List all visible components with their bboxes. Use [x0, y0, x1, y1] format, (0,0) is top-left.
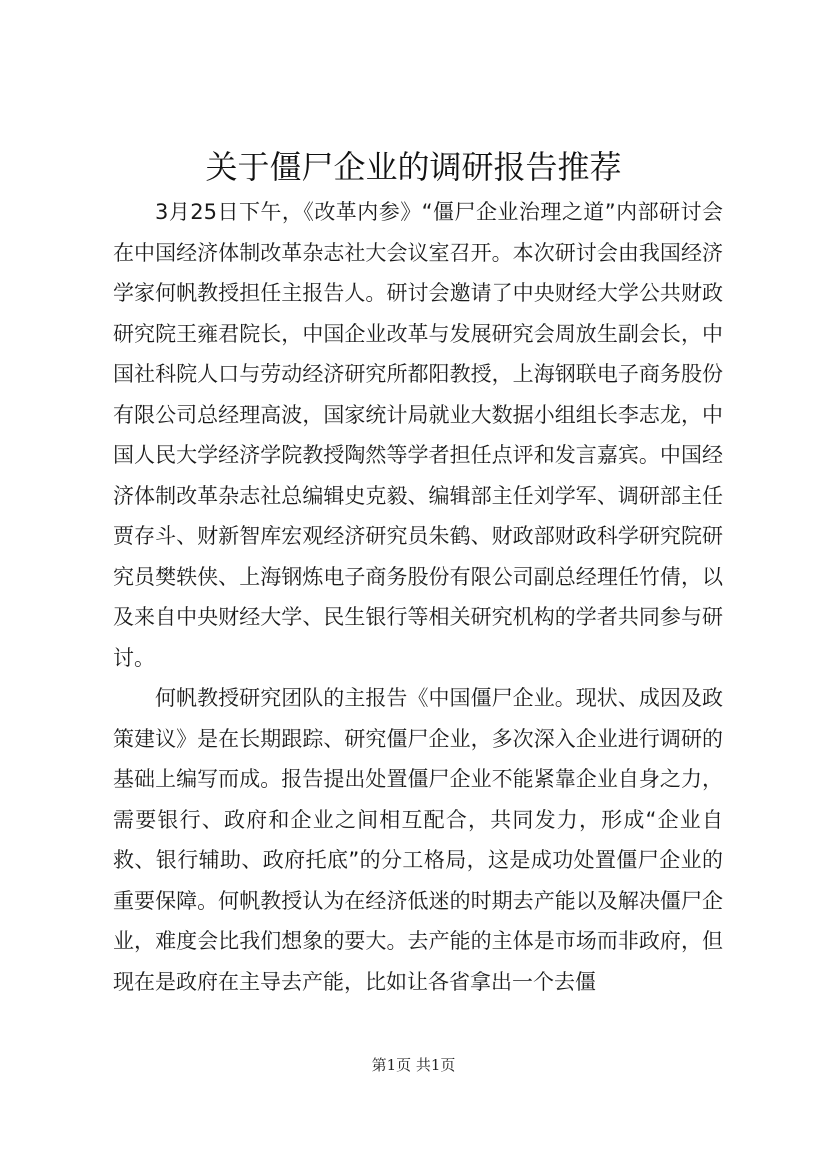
- paragraph-1: 3月25日下午，《改革内参》“僵尸企业治理之道”内部研讨会在中国经济体制改革杂志社大会议室召开。本次研讨会由我国经济学家何帆教授担任主报告人。研讨会邀请了中央财经大学公共财政研究院王雍君院长，中国企业改革与发展研究会周放生副会长，中国社科院人口与劳动经济研究所都阳教授，上海钢联电子商务股份有限公司总经理高波，国家统计局就业大数据小组组长李志龙，中国人民大学经济学院教授陶然等学者担任点评和发言嘉宾。中国经济体制改革杂志社总编辑史克毅、编辑部主任刘学军、调研部主任贾存斗、财新智库宏观经济研究员朱鹤、财政部财政科学研究院研究员樊轶侠、上海钢炼电子商务股份有限公司副总经理任竹倩，以及来自中央财经大学、民生银行等相关研究机构的学者共同参与研讨。: [113, 200, 723, 670]
- paragraph-2: 何帆教授研究团队的主报告《中国僵尸企业。现状、成因及政策建议》是在长期跟踪、研究僵尸企业，多次深入企业进行调研的基础上编写而成。报告提出处置僵尸企业不能紧靠企业自身之力，需要银行、政府和企业之间相互配合，共同发力，形成“企业自救、银行辅助、政府托底”的分工格局，这是成功处置僵尸企业的重要保障。何帆教授认为在经济低迷的时期去产能以及解决僵尸企业，难度会比我们想象的要大。去产能的主体是市场而非政府，但现在是政府在主导去产能，比如让各省拿出一个去僵: [113, 686, 723, 994]
- document-body: [113, 192, 723, 1002]
- document-title: 关于僵尸企业的调研报告推荐: [205, 148, 622, 186]
- page-footer: 第1页 共1页: [371, 1056, 456, 1074]
